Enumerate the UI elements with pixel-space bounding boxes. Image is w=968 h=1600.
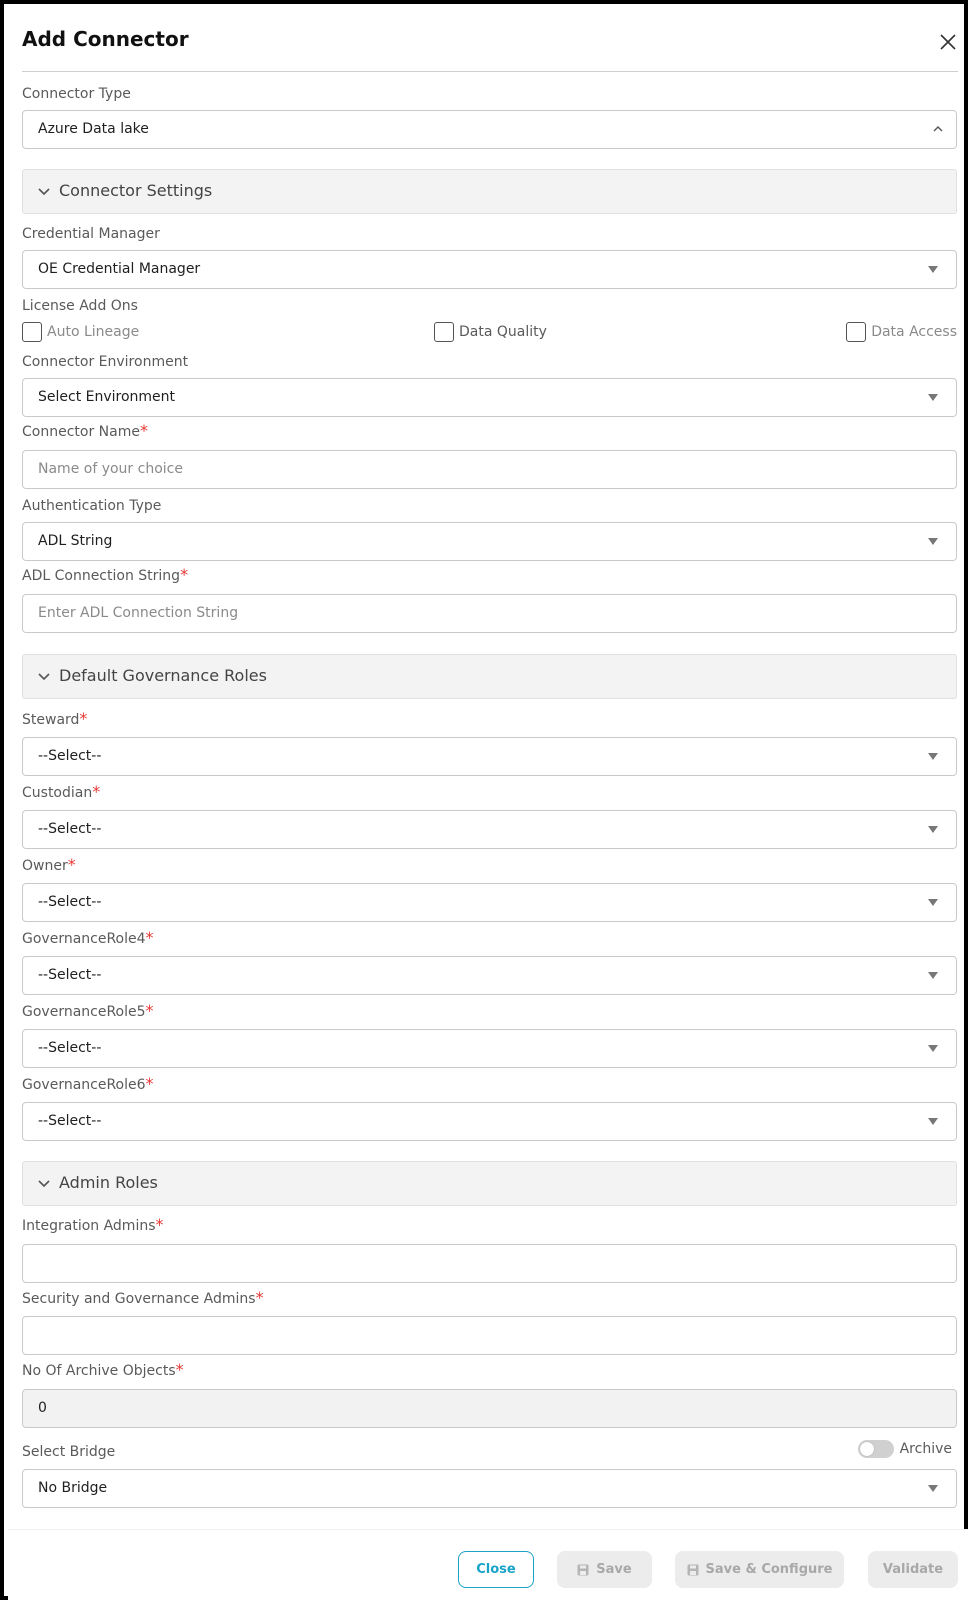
checkbox-label: Data Quality bbox=[459, 324, 547, 340]
validate-button[interactable]: Validate bbox=[868, 1551, 958, 1588]
adl-connection-string-input[interactable]: Enter ADL Connection String bbox=[22, 594, 957, 633]
close-icon[interactable] bbox=[938, 32, 958, 52]
steward-label: Steward* bbox=[22, 709, 88, 728]
caret-down-icon bbox=[928, 899, 938, 906]
dialog-header bbox=[22, 22, 958, 72]
caret-down-icon bbox=[928, 394, 938, 401]
owner-label: Owner* bbox=[22, 855, 76, 874]
select-bridge-select[interactable]: No Bridge bbox=[22, 1469, 957, 1508]
section-title: Connector Settings bbox=[59, 181, 213, 200]
close-button[interactable]: Close bbox=[458, 1551, 534, 1588]
caret-down-icon bbox=[928, 1118, 938, 1125]
credential-manager-label: Credential Manager bbox=[22, 226, 160, 242]
security-admins-input[interactable] bbox=[22, 1316, 957, 1355]
security-admins-label: Security and Governance Admins* bbox=[22, 1288, 264, 1307]
caret-down-icon bbox=[928, 826, 938, 833]
owner-select[interactable]: --Select-- bbox=[22, 883, 957, 922]
checkbox-data-access[interactable] bbox=[846, 322, 957, 342]
checkbox-box[interactable] bbox=[434, 322, 454, 342]
section-title: Admin Roles bbox=[59, 1173, 158, 1192]
archive-toggle[interactable] bbox=[858, 1440, 894, 1458]
caret-down-icon bbox=[928, 753, 938, 760]
governance-role6-select[interactable]: --Select-- bbox=[22, 1102, 957, 1141]
connector-type-select[interactable]: Azure Data lake bbox=[22, 110, 957, 149]
checkbox-label: Data Access bbox=[871, 324, 957, 340]
governance-role6-label: GovernanceRole6* bbox=[22, 1074, 154, 1093]
checkbox-auto-lineage[interactable] bbox=[22, 322, 139, 342]
checkbox-box[interactable] bbox=[846, 322, 866, 342]
section-connector-settings[interactable] bbox=[22, 169, 957, 214]
integration-admins-input[interactable] bbox=[22, 1244, 957, 1283]
license-add-ons-label: License Add Ons bbox=[22, 298, 138, 314]
authentication-type-label: Authentication Type bbox=[22, 498, 162, 514]
checkbox-data-quality[interactable] bbox=[434, 322, 547, 342]
chevron-up-icon bbox=[932, 124, 944, 134]
adl-connection-string-label: ADL Connection String* bbox=[22, 565, 189, 584]
select-bridge-label: Select Bridge bbox=[22, 1444, 116, 1460]
save-icon bbox=[577, 1564, 589, 1576]
archive-label: Archive bbox=[899, 1441, 952, 1457]
steward-select[interactable]: --Select-- bbox=[22, 737, 957, 776]
custodian-label: Custodian* bbox=[22, 782, 101, 801]
governance-role5-label: GovernanceRole5* bbox=[22, 1001, 154, 1020]
archive-toggle-group bbox=[858, 1440, 952, 1458]
caret-down-icon bbox=[928, 1485, 938, 1492]
authentication-type-select[interactable]: ADL String bbox=[22, 522, 957, 561]
connector-environment-label: Connector Environment bbox=[22, 354, 189, 370]
save-configure-button[interactable]: Save & Configure bbox=[675, 1551, 844, 1588]
section-governance-roles[interactable] bbox=[22, 654, 957, 699]
save-button[interactable]: Save bbox=[557, 1551, 652, 1588]
governance-role5-select[interactable]: --Select-- bbox=[22, 1029, 957, 1068]
toggle-knob bbox=[860, 1442, 874, 1456]
governance-role4-select[interactable]: --Select-- bbox=[22, 956, 957, 995]
chevron-down-icon bbox=[37, 1179, 51, 1189]
dialog-title: Add Connector bbox=[22, 27, 189, 51]
dialog-footer bbox=[8, 1529, 968, 1600]
license-add-ons-group bbox=[22, 322, 957, 342]
checkbox-box[interactable] bbox=[22, 322, 42, 342]
governance-role4-label: GovernanceRole4* bbox=[22, 928, 154, 947]
integration-admins-label: Integration Admins* bbox=[22, 1215, 164, 1234]
chevron-down-icon bbox=[37, 672, 51, 682]
custodian-select[interactable]: --Select-- bbox=[22, 810, 957, 849]
caret-down-icon bbox=[928, 266, 938, 273]
connector-name-input[interactable]: Name of your choice bbox=[22, 450, 957, 489]
caret-down-icon bbox=[928, 972, 938, 979]
section-admin-roles[interactable] bbox=[22, 1161, 957, 1206]
section-title: Default Governance Roles bbox=[59, 666, 267, 685]
caret-down-icon bbox=[928, 538, 938, 545]
save-icon bbox=[687, 1564, 699, 1576]
credential-manager-select[interactable]: OE Credential Manager bbox=[22, 250, 957, 289]
archive-objects-label: No Of Archive Objects* bbox=[22, 1360, 184, 1379]
chevron-down-icon bbox=[37, 187, 51, 197]
connector-type-label: Connector Type bbox=[22, 86, 131, 102]
archive-objects-input: 0 bbox=[22, 1389, 957, 1428]
checkbox-label: Auto Lineage bbox=[47, 324, 140, 340]
caret-down-icon bbox=[928, 1045, 938, 1052]
connector-name-label: Connector Name* bbox=[22, 421, 148, 440]
connector-environment-select[interactable]: Select Environment bbox=[22, 378, 957, 417]
